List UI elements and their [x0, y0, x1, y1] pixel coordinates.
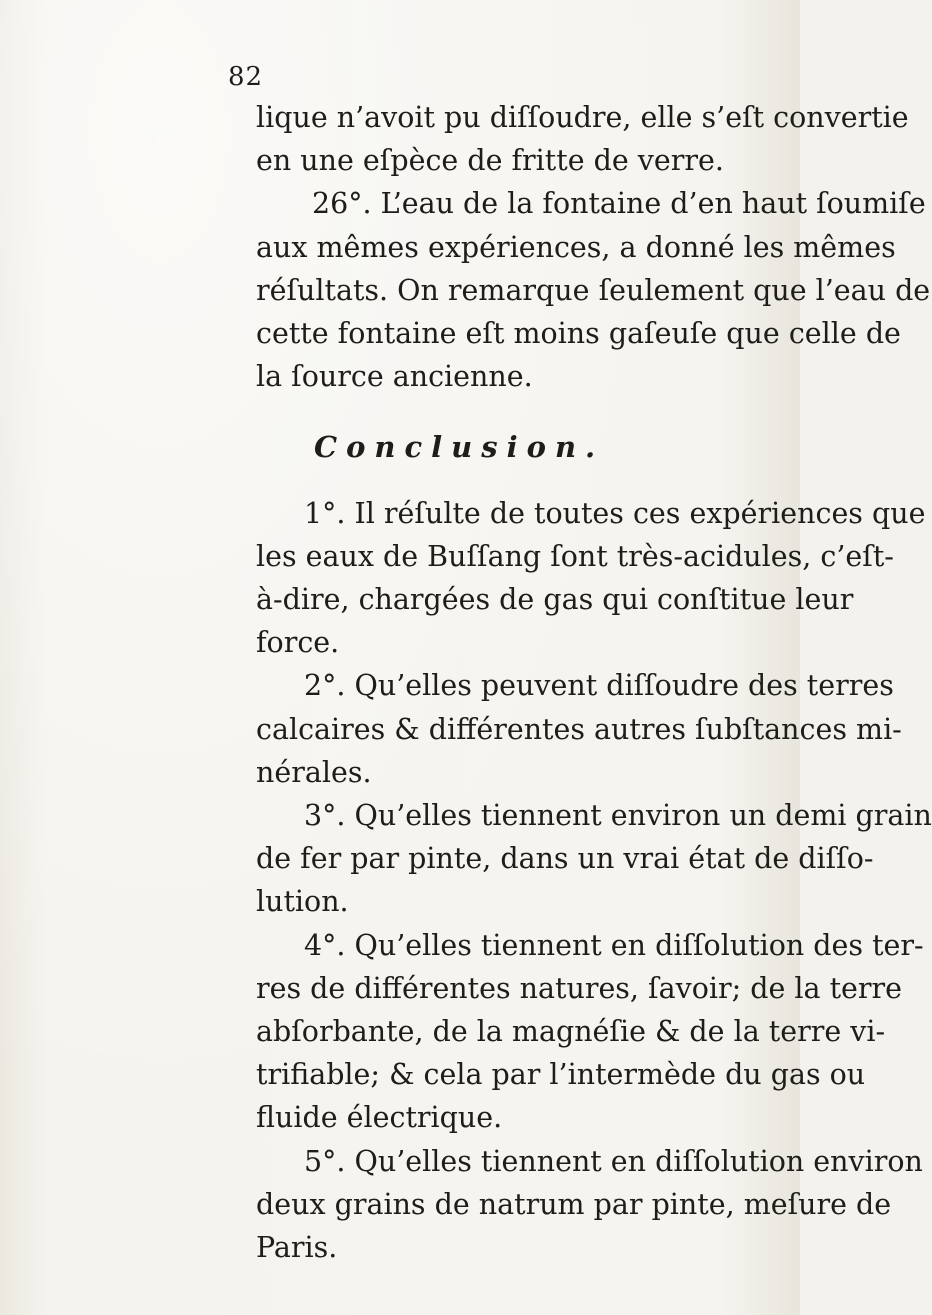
conclusion-line: force.: [256, 626, 340, 660]
conclusion-line: calcaires & différentes autres ſubſtances mi-: [256, 712, 902, 746]
text-line: 26°. L’eau de la fontaine d’en haut ſoumiſe: [312, 187, 926, 221]
conclusion-line: deux grains de natrum par pinte, meſure de: [256, 1187, 892, 1221]
conclusion-line: 2°. Qu’elles peuvent diſſoudre des terres: [304, 669, 894, 703]
page-number: 82: [228, 62, 264, 92]
conclusion-line: lution.: [256, 885, 349, 919]
conclusion-line: de fer par pinte, dans un vrai état de diſſo-: [256, 842, 874, 876]
conclusion-line: Paris.: [256, 1231, 338, 1265]
text-line: réſultats. On remarque ſeulement que l’eau de: [256, 273, 931, 307]
conclusion-line: 3°. Qu’elles tiennent environ un demi grain: [304, 799, 932, 833]
text-line: cette fontaine eſt moins gaſeuſe que celle de: [256, 317, 901, 351]
text-line: en une eſpèce de fritte de verre.: [256, 144, 724, 178]
text-line: aux mêmes expériences, a donné les mêmes: [256, 230, 896, 264]
conclusion-line: trifiable; & cela par l’intermède du gas ou: [256, 1058, 866, 1092]
page-text: [256, 96, 932, 1269]
conclusion-line: les eaux de Buſſang ſont très-acidules, c’eſt-: [256, 539, 894, 573]
conclusion-line: nérales.: [256, 755, 372, 789]
conclusion-line: à-dire, chargées de gas qui conſtitue leur: [256, 583, 854, 617]
conclusion-line: 1°. Il réſulte de toutes ces expériences que: [304, 496, 926, 530]
text-line: lique n’avoit pu diſſoudre, elle s’eſt convertie: [256, 101, 909, 134]
conclusion-line: res de différentes natures, ſavoir; de la terre: [256, 971, 903, 1005]
text-line: la ſource ancienne.: [256, 360, 533, 394]
section-heading: Conclusion.: [314, 430, 605, 465]
conclusion-line: 4°. Qu’elles tiennent en diſſolution des ter-: [304, 928, 924, 962]
conclusion-line: abſorbante, de la magnéſie & de la terre vi-: [256, 1015, 886, 1049]
conclusion-line: fluide électrique.: [256, 1101, 503, 1135]
conclusion-line: 5°. Qu’elles tiennent en diſſolution environ: [304, 1144, 923, 1178]
